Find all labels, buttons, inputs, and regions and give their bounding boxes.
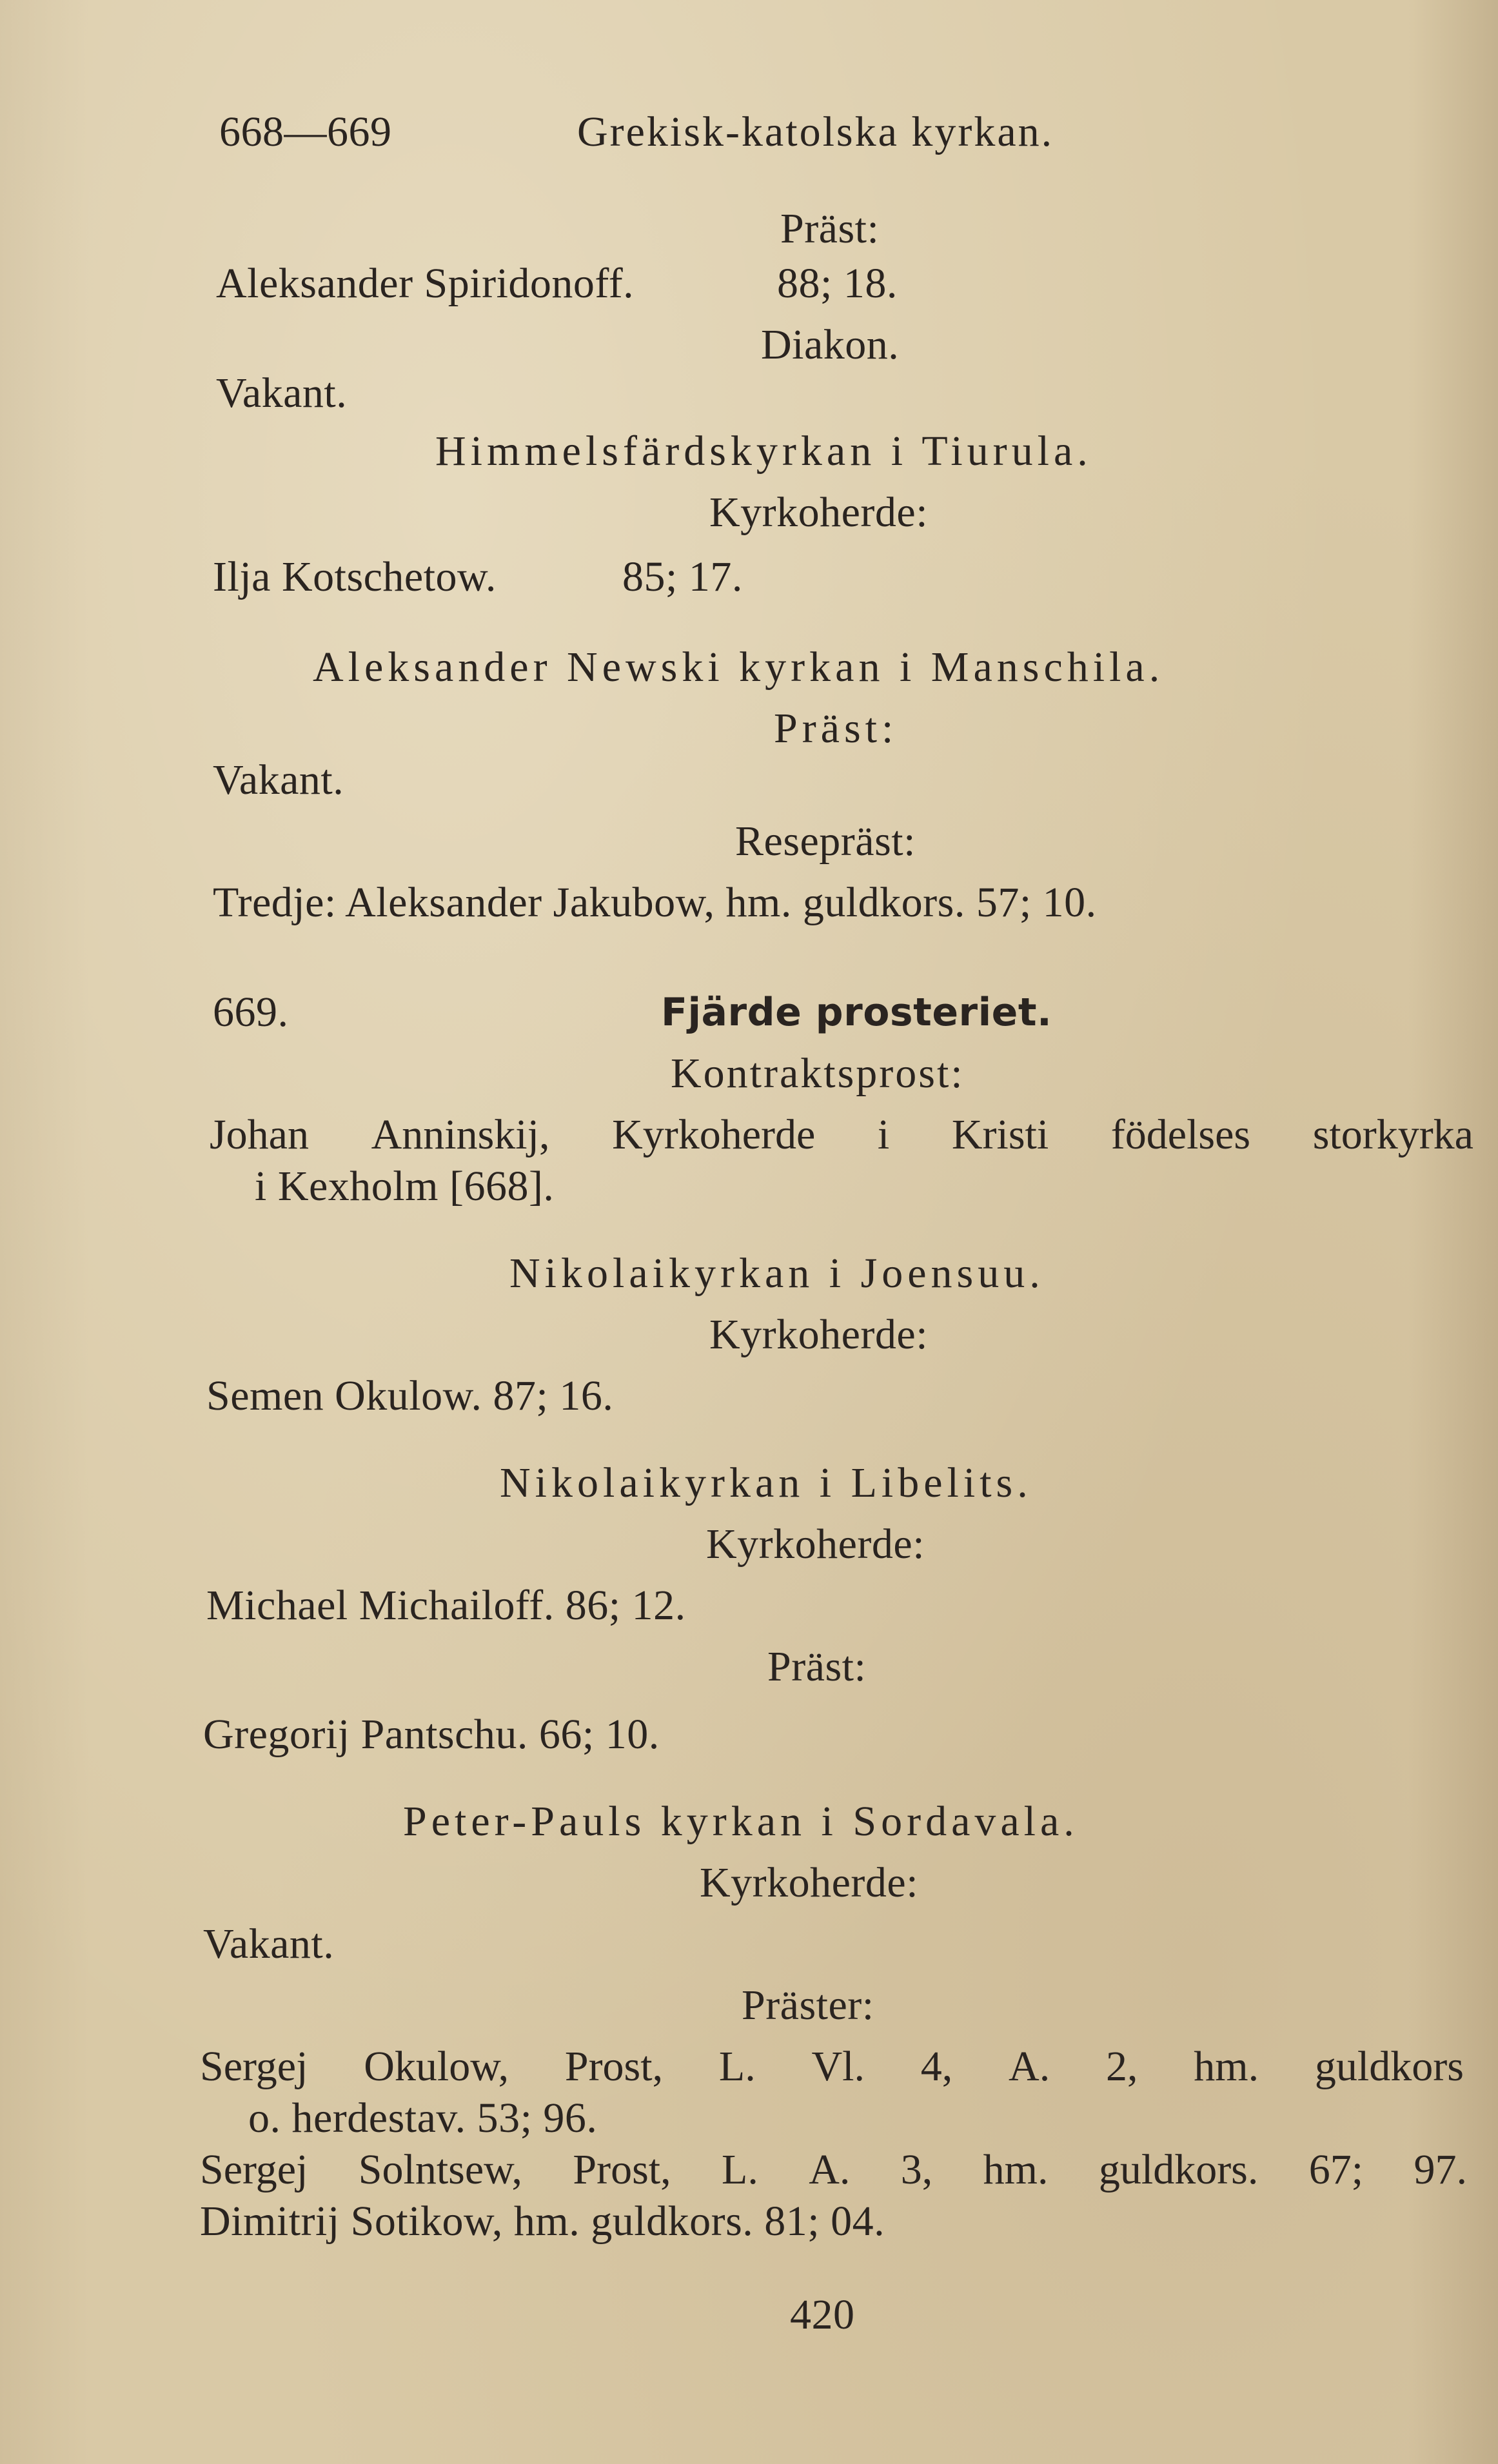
- section-number: 669.: [213, 989, 289, 1036]
- prast-name: Aleksander Spiridonoff.: [216, 260, 635, 307]
- church-heading-sordavala: Peter-Pauls kyrkan i Sordavala.: [403, 1798, 1079, 1845]
- prast-label: Präst:: [774, 705, 898, 752]
- kyrkoherde-label: Kyrkoherde:: [709, 489, 929, 536]
- prast-label: Präst:: [780, 205, 880, 252]
- kyrkoherde-label: Kyrkoherde:: [706, 1521, 925, 1568]
- word: Kristi: [951, 1111, 1049, 1158]
- prast-entry-cont: o. herdestav. 53; 96.: [248, 2094, 598, 2142]
- prast-entry-line: [200, 2144, 1467, 2196]
- prast-name: Vakant.: [213, 756, 344, 803]
- kyrkoherde-years: 85; 17.: [622, 553, 743, 600]
- church-heading-tiurula: Himmelsfärdskyrkan i Tiurula.: [435, 428, 1092, 475]
- prast-entry: Dimitrij Sotikow, hm. guldkors. 81; 04.: [200, 2198, 885, 2245]
- kyrkoherde-name: Vakant.: [203, 1920, 335, 1967]
- prast-years: 88; 18.: [777, 260, 898, 307]
- word: Vl.: [811, 2043, 865, 2090]
- word: L.: [722, 2146, 758, 2193]
- word: storkyrka: [1312, 1111, 1473, 1158]
- word: 67;: [1308, 2146, 1364, 2193]
- word: Prost,: [573, 2146, 671, 2193]
- kyrkoherde-name: Ilja Kotschetow.: [213, 553, 497, 600]
- word: Kyrkoherde: [612, 1111, 816, 1158]
- kyrkoherde-label: Kyrkoherde:: [700, 1859, 919, 1906]
- church-heading-manschila: Aleksander Newski kyrkan i Manschila.: [313, 644, 1165, 691]
- word: Johan: [210, 1111, 309, 1158]
- word: Solntsew,: [358, 2146, 523, 2193]
- prast-entry-line: [200, 2041, 1464, 2093]
- word: hm.: [983, 2146, 1049, 2193]
- diakon-label: Diakon.: [761, 321, 900, 368]
- header-page-range: 668—669: [219, 108, 392, 155]
- kontraktsprost-label: Kontraktsprost:: [671, 1050, 965, 1097]
- kontraktsprost-entry-cont: i Kexholm [668].: [255, 1163, 555, 1210]
- reseprast-entry: Tredje: Aleksander Jakubow, hm. guldkors. 57; 10.: [213, 879, 1097, 926]
- word: 2,: [1106, 2043, 1138, 2090]
- word: Okulow,: [364, 2043, 509, 2090]
- word: A.: [809, 2146, 851, 2193]
- prast-entry: Gregorij Pantschu. 66; 10.: [203, 1711, 660, 1758]
- word: i: [877, 1111, 890, 1158]
- word: guldkors.: [1098, 2146, 1259, 2193]
- word: 4,: [920, 2043, 953, 2090]
- reseprast-label: Resepräst:: [735, 818, 916, 865]
- word: Anninskij,: [371, 1111, 550, 1158]
- word: 3,: [900, 2146, 933, 2193]
- word: Sergej: [200, 2043, 308, 2090]
- kontraktsprost-entry-line: [210, 1109, 1473, 1161]
- word: 97.: [1414, 2146, 1467, 2193]
- kyrkoherde-entry: Semen Okulow. 87; 16.: [206, 1372, 614, 1419]
- kyrkoherde-label: Kyrkoherde:: [709, 1311, 929, 1358]
- header-running-title: Grekisk-katolska kyrkan.: [577, 108, 1054, 155]
- word: L.: [718, 2043, 756, 2090]
- church-heading-libelits: Nikolaikyrkan i Libelits.: [500, 1459, 1032, 1506]
- word: A.: [1009, 2043, 1050, 2090]
- word: guldkors: [1314, 2043, 1464, 2090]
- prast-label: Präst:: [767, 1643, 867, 1690]
- word: hm.: [1194, 2043, 1259, 2090]
- word: Sergej: [200, 2146, 308, 2193]
- section-title: Fjärde prosteriet.: [661, 990, 1052, 1035]
- praster-label: Präster:: [742, 1982, 874, 2029]
- word: Prost,: [564, 2043, 664, 2090]
- kyrkoherde-entry: Michael Michailoff. 86; 12.: [206, 1582, 686, 1629]
- church-heading-joensuu: Nikolaikyrkan i Joensuu.: [509, 1250, 1045, 1297]
- word: födelses: [1110, 1111, 1251, 1158]
- page-number: 420: [790, 2291, 855, 2338]
- diakon-name: Vakant.: [216, 370, 348, 417]
